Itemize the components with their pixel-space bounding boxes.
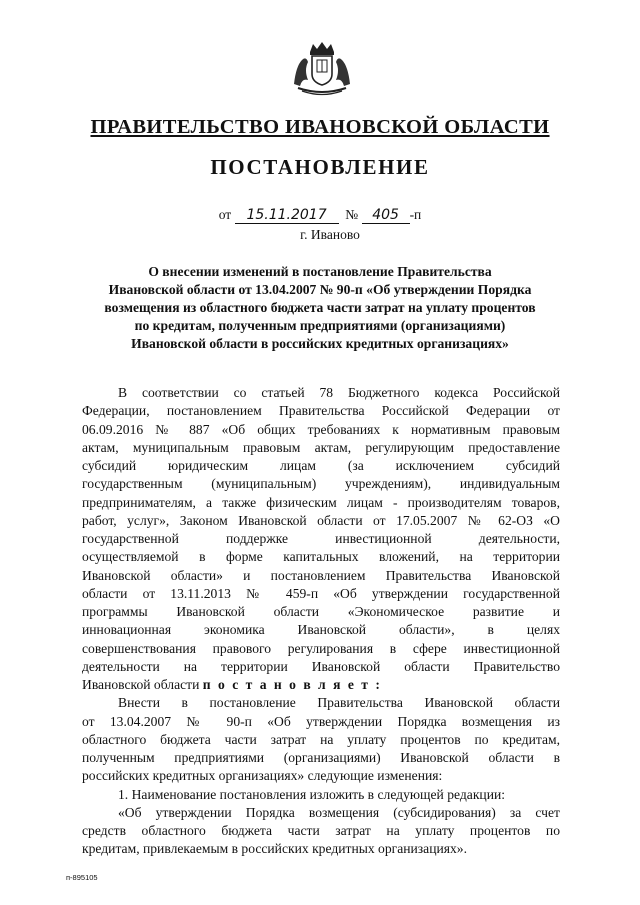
body-line: Ивановской области» и постановлением Правительства Ивановской — [82, 567, 560, 583]
quote-line: средств областного бюджета части затрат на уплату процентов по — [82, 823, 560, 838]
body-line: осуществляемой в форме капитальных вложений, на территории — [82, 549, 560, 565]
body-line: Федерации, постановлением Правительства Российской Федерации от — [82, 403, 560, 419]
item-1-line: 1. Наименование постановления изложить в следующей редакции: — [118, 786, 506, 802]
directive-line: российских кредитных организациях» следующие изменения: — [82, 768, 443, 784]
directive-line: от 13.04.2007 № 90-п «Об утверждении Порядка возмещения из — [82, 713, 560, 729]
document-subject — [70, 263, 570, 353]
date-prefix: от — [218, 207, 232, 222]
directive-line: областного бюджета части затрат на уплату процентов по кредитам, — [82, 731, 560, 747]
resolves-word: п о с т а н о в л я е т : — [202, 677, 382, 692]
document-type: ПОСТАНОВЛЕНИЕ — [210, 155, 430, 179]
body-line: актам, муниципальным правовым актам, регулирующим предоставление — [82, 439, 560, 455]
subject-line: Ивановской области в российских кредитных организациях» — [131, 336, 509, 351]
body-line: совершенствования правового регулирования в сфере инвестиционной — [82, 640, 560, 656]
body-line: предпринимателям, а также физическим лицам - производителям товаров, — [82, 494, 560, 510]
organization-title: ПРАВИТЕЛЬСТВО ИВАНОВСКОЙ ОБЛАСТИ — [90, 116, 550, 138]
subject-line: Ивановской области от 13.04.2007 № 90-п «Об утверждении Порядка — [108, 282, 532, 297]
body-line: деятельности на территории Ивановской области Правительство — [82, 658, 560, 674]
body-line: В соответствии со статьей 78 Бюджетного кодекса Российской — [118, 385, 560, 400]
subject-line: возмещения из областного бюджета части затрат на уплату процентов — [104, 300, 536, 315]
body-line: работ, услуг», Законом Ивановской области от 17.05.2007 № 62-ОЗ «О — [82, 512, 560, 528]
quote-line: кредитам, привлекаемым в российских кредитных организациях». — [82, 841, 468, 857]
body-line: 06.09.2016 № 887 «Об общих требованиях к нормативным правовым — [82, 421, 560, 437]
body-line: государственной поддержке инвестиционной деятельности, — [82, 531, 560, 546]
body-line: области от 13.11.2013 № 459-п «Об утверждении государственной — [82, 585, 560, 601]
city: г. Иваново — [300, 227, 360, 242]
quote-line: «Об утверждении Порядка возмещения (субсидирования) за счет — [118, 804, 560, 820]
date-value: 15.11.2017 — [235, 208, 339, 224]
document-code: п-895105 — [66, 873, 98, 882]
body-line: программы Ивановской области «Экономическое развитие и — [82, 604, 560, 619]
number-prefix: № — [345, 207, 359, 222]
number-suffix: -п — [409, 207, 422, 222]
body-line: инновационная экономика Ивановской области», в целях — [82, 622, 560, 638]
directive-line: Внести в постановление Правительства Ивановской области — [118, 695, 560, 711]
body-line: субсидий юридическим лицам (за исключением субсидий — [82, 458, 560, 473]
subject-line: по кредитам, полученным предприятиями (организациями) — [134, 318, 506, 333]
document-body — [82, 384, 560, 859]
body-line: Ивановской области — [82, 677, 200, 692]
body-line: государственным (муниципальным) учреждениям), индивидуальным — [82, 476, 560, 492]
subject-line: О внесении изменений в постановление Правительства — [148, 264, 492, 279]
body-line-resolution — [82, 676, 560, 694]
ivanovo-coat-of-arms-icon — [288, 40, 356, 98]
directive-line: полученным предприятиями (организациями) Ивановской области в — [82, 750, 560, 765]
number-value: 405 — [362, 208, 410, 224]
date-number-line — [0, 207, 640, 224]
